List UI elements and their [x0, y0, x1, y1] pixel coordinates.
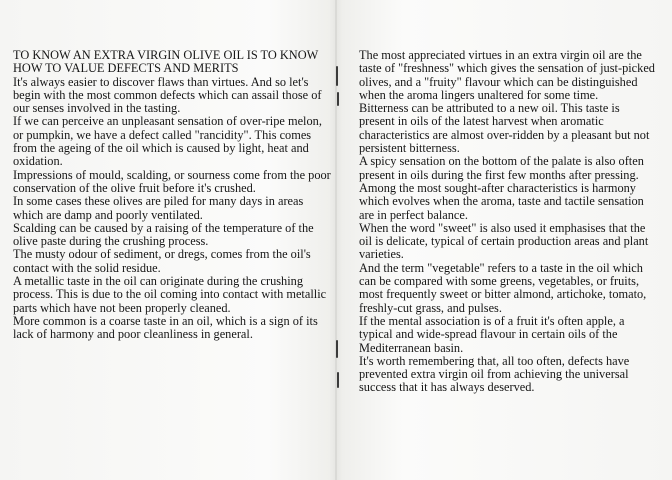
paragraph: It's worth remembering that, all too often, defects have prevented extra virgin oil from achieving the universal success that it has always deserved. [359, 353, 630, 395]
binding-mark [336, 340, 338, 358]
paragraph: Among the most sought-after characteristics is harmony which evolves when the aroma, taste and tactile sensation are in perfect balance. [359, 180, 644, 222]
paragraph: The musty odour of sediment, or dregs, comes from the oil's contact with the solid residue. [13, 247, 311, 275]
paragraph: The most appreciated virtues in an extra virgin oil are the taste of "freshness" which gives the sensation of just-picked olives, and a "fruity" flavour which can be distinguished when the aroma lingers unaltered for some time. [359, 48, 655, 102]
paragraph: Bitterness can be attributed to a new oil. This taste is present in oils of the latest harvest when aromatic characteristics are almost over-ridden by a pleasant but not persistent bitterness. [359, 101, 650, 156]
paragraph: Impressions of mould, scalding, or sourness come from the poor conservation of the olive fruit before it's crushed. [13, 167, 331, 195]
binding-mark [337, 372, 339, 388]
paragraph: When the word "sweet" is also used it emphasises that the oil is delicate, typical of certain production areas and plant varieties. [359, 220, 649, 262]
paragraph: Scalding can be caused by a raising of the temperature of the olive paste during the crushing process. [13, 220, 314, 249]
right-page-text [359, 49, 657, 395]
paragraph: If the mental association is of a fruit it's often apple, a typical and wide-spread flavour in certain oils of the Mediterranean basin. [359, 313, 625, 355]
section-heading: TO KNOW AN EXTRA VIRGIN OLIVE OIL IS TO KNOW HOW TO VALUE DEFECTS AND MERITS [13, 48, 319, 76]
binding-mark [336, 66, 338, 86]
paragraph: A metallic taste in the oil can originate during the crushing process. This is due to the oil coming into contact with metallic parts which have not been properly cleaned. [13, 274, 327, 315]
right-page [336, 0, 672, 480]
paragraph: It's always easier to discover flaws than virtues. And so let's begin with the most common defects which can assail those of our senses involved in the tasting. [13, 74, 322, 116]
binding-mark [337, 92, 339, 106]
paragraph: In some cases these olives are piled for many days in areas which are damp and poorly ventilated. [13, 194, 304, 222]
paragraph: And the term "vegetable" refers to a taste in the oil which can be compared with some greens, vegetables, or fruits, most frequently sweet or bitter almond, artichoke, tomato, freshly-cut grass, and pulses. [359, 260, 647, 315]
left-page-text [13, 49, 331, 342]
paragraph: If we can perceive an unpleasant sensation of over-ripe melon, or pumpkin, we have a defect called "rancidity". This comes from the ageing of the oil which is caused by light, heat and oxidation. [13, 114, 322, 169]
paragraph: More common is a coarse taste in an oil, which is a sign of its lack of harmony and poor cleanliness in general. [13, 313, 318, 342]
paragraph: A spicy sensation on the bottom of the palate is also often present in oils during the first few months after pressing. [359, 154, 644, 182]
